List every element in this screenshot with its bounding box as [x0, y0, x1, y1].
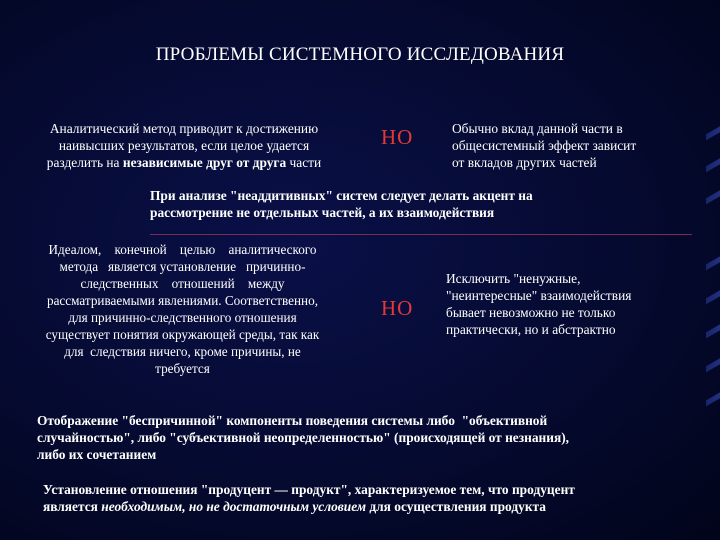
- exclude-line: "неинтересные" взаимодействия: [446, 288, 632, 303]
- non-additive-line: рассмотрение не отдельных частей, а их взаимодействия: [150, 205, 495, 220]
- ideal-goal-line: Идеалом, конечной целью аналитического: [48, 242, 317, 257]
- decorative-stripe: [706, 154, 720, 173]
- producer-product-line: является необходимым, но не достаточным условием для осуществления продукта: [43, 499, 546, 514]
- but-label-top: НО: [381, 125, 414, 149]
- ideal-goal-line: рассматриваемыми явлениями. Соответственно,: [46, 293, 318, 308]
- decorative-stripe: [706, 388, 720, 407]
- section-divider: [150, 234, 692, 235]
- contribution-text: [452, 120, 692, 171]
- analytic-method-line: наивысших результатов, если целое удается: [58, 138, 310, 153]
- decorative-stripe: [706, 354, 720, 373]
- non-additive-line: При анализе "неаддитивных" систем следует делать акцент на: [150, 188, 533, 203]
- ideal-goal-line: для причинно-следственного отношения: [68, 310, 297, 325]
- causeless-component-note: [37, 412, 717, 463]
- contribution-line: от вкладов других частей: [452, 155, 597, 170]
- contribution-line: общесистемный эффект зависит: [452, 138, 637, 153]
- slide-title: ПРОБЛЕМЫ СИСТЕМНОГО ИССЛЕДОВАНИЯ: [155, 44, 565, 65]
- causeless-line: Отображение "беспричинной" компоненты поведения системы либо "объективной: [37, 413, 548, 428]
- analytic-method-text: [8, 120, 360, 171]
- causeless-line: случайностью", либо "субъективной неопределенностью" (происходящей от незнания),: [37, 430, 570, 445]
- decorative-stripe: [706, 122, 720, 141]
- exclude-line: бывает невозможно не только: [446, 305, 616, 320]
- contribution-line: Обычно вклад данной части в: [452, 121, 623, 136]
- exclude-interactions-text: [446, 270, 696, 338]
- producer-product-line: Установление отношения "продуцент — продукт", характеризуемое тем, что продуцент: [43, 482, 575, 497]
- ideal-goal-line: требуется: [155, 361, 210, 376]
- decorative-stripe: [706, 252, 720, 271]
- ideal-goal-text: [10, 241, 355, 377]
- analytic-method-line: разделить на независимые друг от друга части: [46, 155, 322, 170]
- producer-product-note: [43, 481, 718, 515]
- ideal-goal-line: для следствия ничего, кроме причины, не: [64, 344, 301, 359]
- causeless-line: либо их сочетанием: [37, 447, 157, 462]
- but-label-bottom: НО: [381, 296, 414, 320]
- decorative-stripe: [706, 286, 720, 305]
- ideal-goal-line: следственных отношений между: [80, 276, 285, 291]
- analytic-method-line: Аналитический метод приводит к достижению: [49, 121, 319, 136]
- decorative-stripe: [706, 320, 720, 339]
- non-additive-note: [150, 187, 710, 221]
- ideal-goal-line: метода является установление причинно-: [59, 259, 306, 274]
- exclude-line: Исключить "ненужные,: [446, 271, 581, 286]
- exclude-line: практически, но и абстрактно: [446, 322, 616, 337]
- ideal-goal-line: существует понятия окружающей среды, так как: [45, 327, 320, 342]
